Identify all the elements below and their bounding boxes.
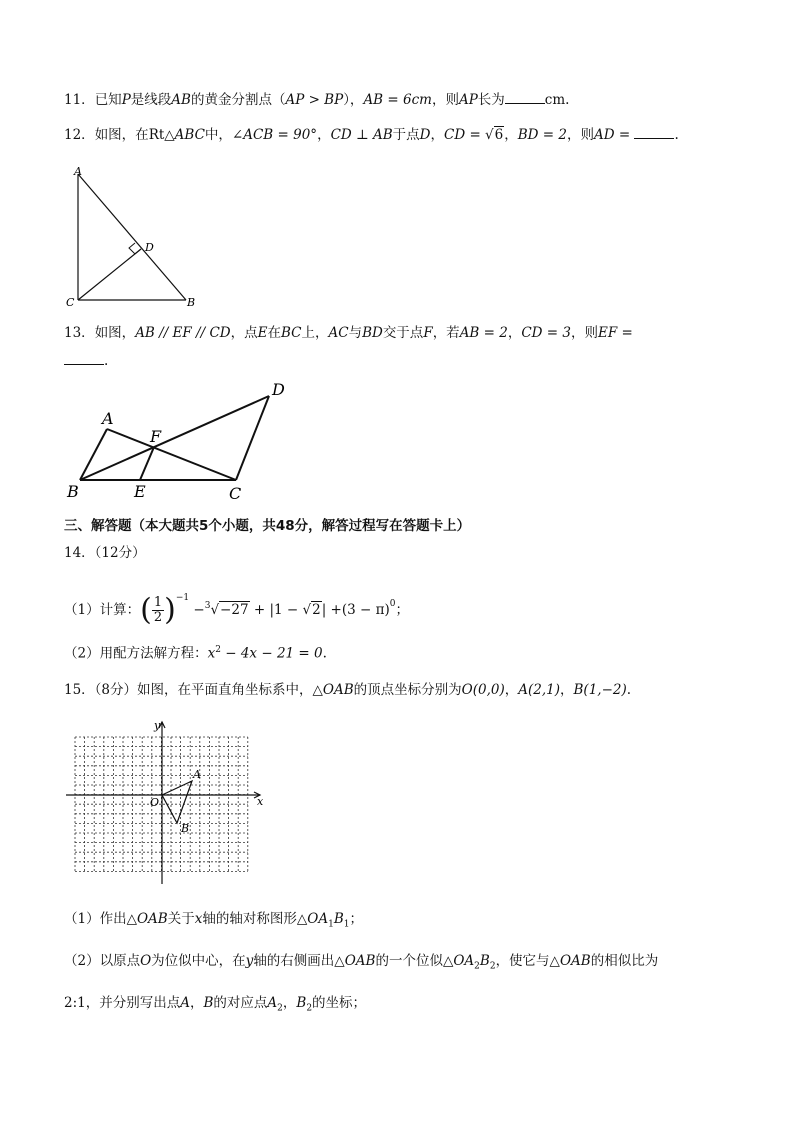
question-14-part-1: （1）计算：( $\frac{1}{2}$ )$^{-1} -^3√-27 + |1 - √2| +(3 - \pi)^0$；: [64, 592, 409, 628]
question-15-part-2-cont: 2:1，并分别写出点A，B的对应点$A_2$，$B_2$的坐标；: [64, 995, 367, 1014]
answer-blank[interactable]: [634, 126, 674, 139]
label-c: C: [229, 484, 242, 503]
label-b: B: [187, 296, 196, 309]
label-d: D: [145, 241, 154, 254]
label-e: E: [134, 482, 146, 501]
question-13: 13．如图，AB // EF // CD，点E在BC上，AC与BD交于点F，若AB = 2，CD = 3，则EF =: [64, 325, 633, 341]
parallel-lines-figure-13: [62, 375, 302, 505]
triangle-figure-12: [62, 160, 202, 310]
section-3-title: 三、解答题（本大题共5个小题，共48分，解答过程写在答题卡上）: [64, 518, 471, 534]
label-c: C: [66, 296, 75, 309]
question-14-part-2: （2）用配方法解方程：$x^2 - 4x - 21 = 0$.: [64, 645, 327, 662]
answer-blank[interactable]: [64, 352, 104, 365]
question-15: 15．（8分）如图，在平面直角坐标系中，△OAB的顶点坐标分别为O(0,0)，A(2,1)，B(1,−2).: [64, 682, 632, 698]
q12-number: 12．: [64, 127, 95, 143]
label-a: A: [102, 409, 114, 428]
label-d: D: [272, 380, 285, 399]
answer-blank[interactable]: [505, 91, 545, 104]
question-15-part-2: （2）以原点O为位似中心，在y轴的右侧画出△OAB的一个位似$\triangle OA_2B_2$，使它与△OAB的相似比为: [64, 953, 659, 972]
q11-number: 11．: [64, 92, 95, 108]
label-a: A: [74, 165, 82, 178]
label-b: B: [67, 482, 79, 501]
q13-number: 13．: [64, 325, 95, 341]
coordinate-grid: [66, 718, 271, 886]
question-12: 12．如图，在Rt△ABC中，∠ACB = 90°，CD ⊥ AB于点D，CD = √6，BD = 2，则AD = .: [64, 127, 679, 143]
question-11: 11．已知P是线段AB的黄金分割点（AP > BP），AB = 6cm，则AP长为 cm.: [64, 92, 570, 108]
label-f: F: [150, 427, 162, 446]
question-13-cont: .: [64, 352, 108, 370]
question-14: 14．（12分）: [64, 545, 146, 561]
question-15-part-1: （1）作出△OAB关于x轴的轴对称图形$\triangle OA_1B_1$；: [64, 911, 363, 930]
x-axis-label: x: [257, 795, 264, 808]
label-b: B: [181, 822, 190, 835]
label-o: O: [150, 796, 160, 809]
y-axis-label: y: [154, 719, 161, 732]
label-a: A: [193, 768, 201, 781]
fraction: $\frac{1}{2}$: [153, 595, 163, 625]
